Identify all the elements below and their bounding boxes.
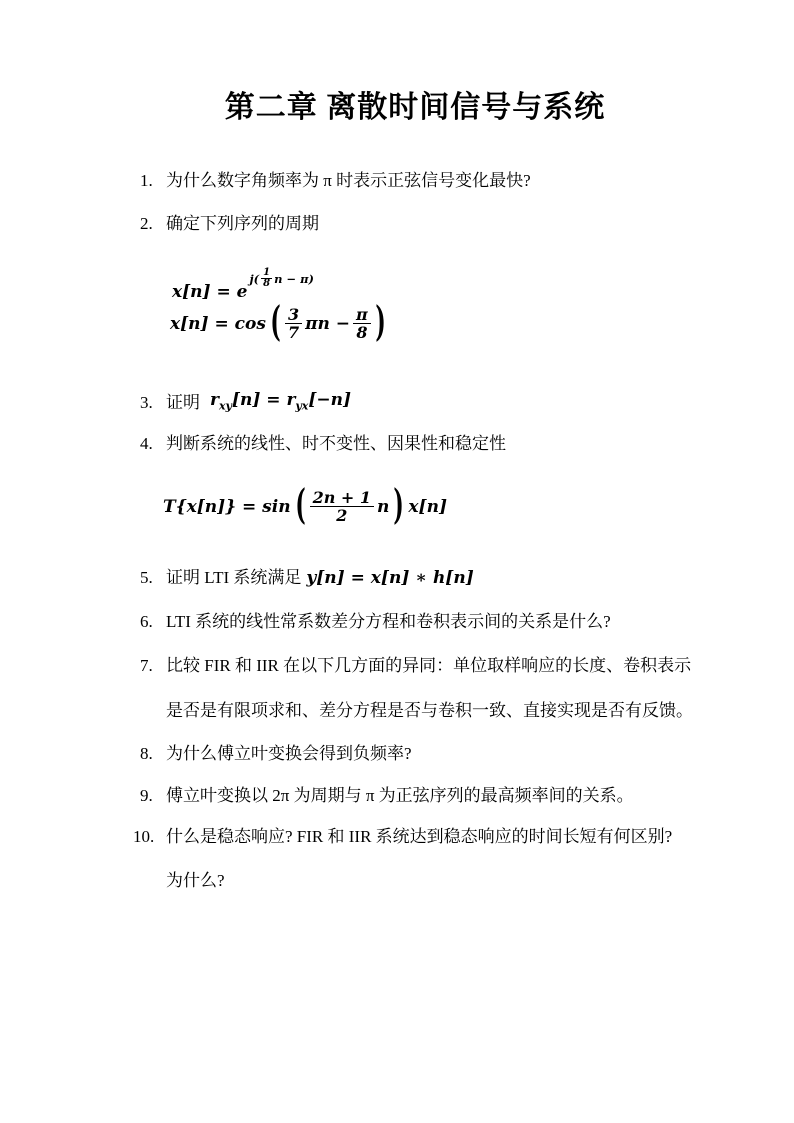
question-1 xyxy=(140,171,531,191)
question-7-continued xyxy=(166,701,693,721)
question-number: 1. xyxy=(140,171,153,190)
subscript: xy xyxy=(218,399,232,413)
formula-text: [n] = r xyxy=(231,390,296,410)
question-number: 6. xyxy=(140,612,153,631)
question-3 xyxy=(140,390,351,416)
question-text: 什么是稳态响应? FIR 和 IIR 系统达到稳态响应的时间长短有何区别? xyxy=(166,827,673,846)
question-text: 证明 LTI 系统满足 xyxy=(166,568,302,587)
question-text: 比较 FIR 和 IIR 在以下几方面的异同：单位取样响应的长度、卷积表示 xyxy=(166,656,692,675)
question-9 xyxy=(140,786,634,806)
question-8 xyxy=(140,744,412,764)
question-number: 7. xyxy=(140,656,153,675)
question-number: 5. xyxy=(140,568,153,587)
formula-text: n xyxy=(377,496,390,517)
exponent xyxy=(249,268,313,289)
question-text: 确定下列序列的周期 xyxy=(166,214,319,233)
formula-seq-cosine xyxy=(170,299,387,347)
close-paren: ) xyxy=(375,299,386,347)
subscript: yx xyxy=(295,399,309,413)
close-paren: ) xyxy=(393,482,405,530)
question-7 xyxy=(140,656,691,676)
formula-text: n − π) xyxy=(274,271,314,286)
question-4 xyxy=(140,434,506,454)
question-text: 为什么数字角频率为 π 时表示正弦信号变化最快? xyxy=(166,171,531,190)
question-number: 8. xyxy=(140,744,153,763)
question-text: 证明 xyxy=(166,393,200,413)
denominator: 8 xyxy=(263,278,271,289)
question-10-continued xyxy=(166,871,225,891)
formula-text: x[n] xyxy=(408,496,447,517)
denominator: 8 xyxy=(356,323,368,343)
formula-seq-exponential xyxy=(172,268,314,302)
formula-text: [−n] xyxy=(308,390,352,410)
numerator: 3 xyxy=(285,306,302,324)
question-number: 3. xyxy=(140,393,153,413)
question-6 xyxy=(140,612,611,632)
question-text: 是否是有限项求和、差分方程是否与卷积一致、直接实现是否有反馈。 xyxy=(166,701,693,720)
fraction xyxy=(310,489,374,525)
question-number: 2. xyxy=(140,214,153,233)
formula-text: πn − xyxy=(305,313,351,334)
formula-convolution: y[n] = x[n] ∗ h[n] xyxy=(306,568,474,588)
numerator: π xyxy=(353,306,371,324)
numerator: 1 xyxy=(263,267,271,278)
denominator: 2 xyxy=(336,506,348,526)
formula-text: x[n] = cos xyxy=(170,313,266,334)
fraction xyxy=(260,268,273,289)
open-paren: ( xyxy=(270,299,281,347)
question-text: 傅立叶变换以 2π 为周期与 π 为正弦序列的最高频率间的关系。 xyxy=(166,786,634,805)
fraction xyxy=(285,306,302,342)
denominator: 7 xyxy=(287,323,300,343)
page-title: 第二章 离散时间信号与系统 xyxy=(224,91,606,124)
question-text: 判断系统的线性、时不变性、因果性和稳定性 xyxy=(166,434,506,453)
question-number: 10. xyxy=(133,827,155,846)
formula-system-transform xyxy=(163,482,447,530)
question-2 xyxy=(140,214,319,234)
fraction xyxy=(353,306,371,342)
numerator: 2n + 1 xyxy=(310,489,374,507)
formula-crosscorrelation xyxy=(210,390,351,416)
formula-text: j( xyxy=(249,271,260,286)
question-text: 为什么? xyxy=(166,871,225,890)
formula-text: x[n] = e xyxy=(172,282,248,302)
question-10 xyxy=(133,827,672,847)
formula-text: r xyxy=(210,390,219,410)
formula-text: T{x[n]} = sin xyxy=(163,496,291,517)
open-paren: ( xyxy=(294,482,306,530)
question-text: 为什么傅立叶变换会得到负频率? xyxy=(166,744,412,763)
question-5 xyxy=(140,568,474,588)
question-number: 9. xyxy=(140,786,153,805)
question-number: 4. xyxy=(140,434,153,453)
question-text: LTI 系统的线性常系数差分方程和卷积表示间的关系是什么? xyxy=(166,612,611,631)
